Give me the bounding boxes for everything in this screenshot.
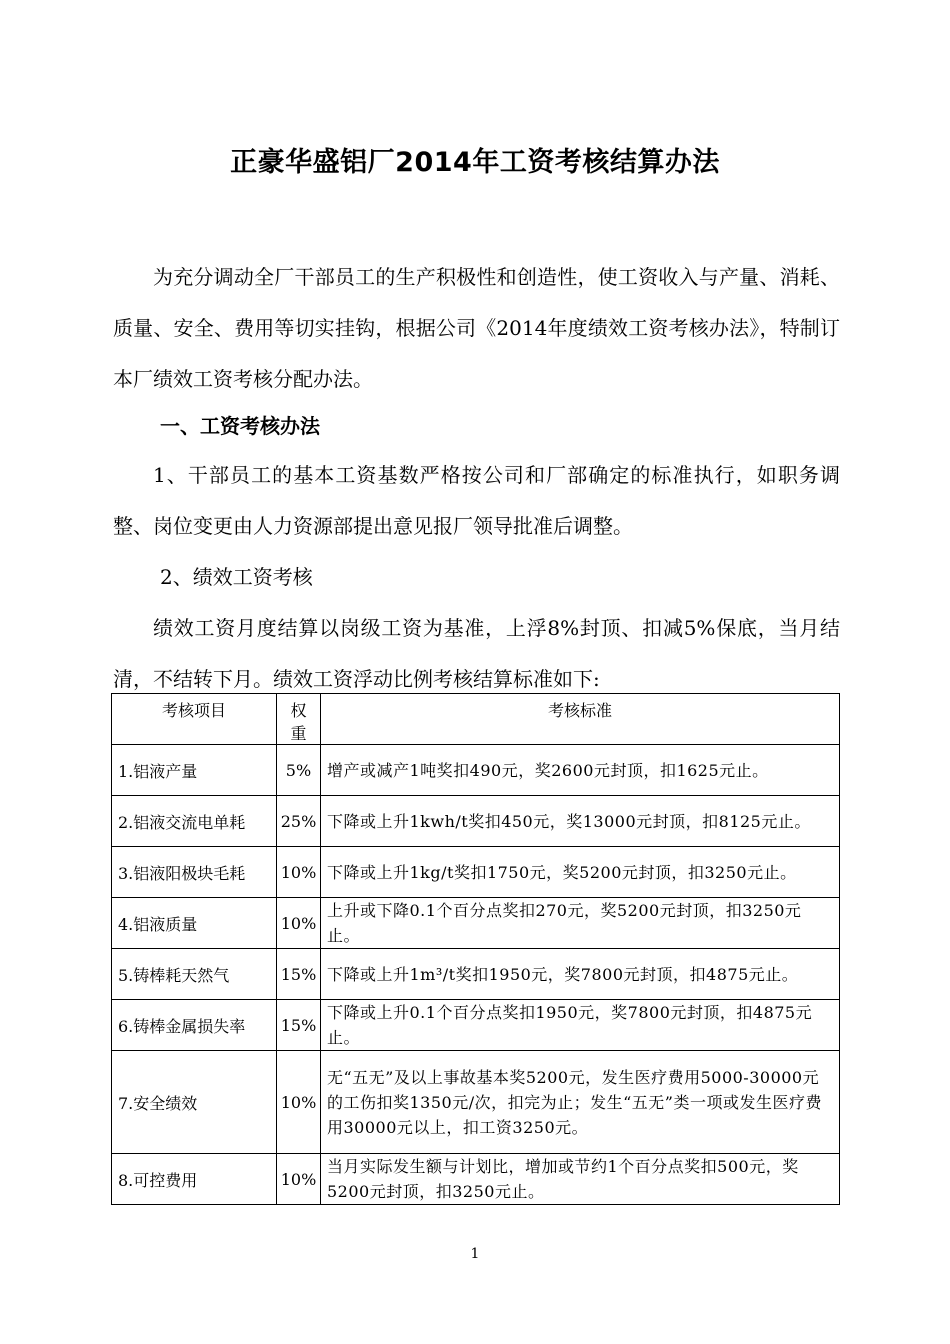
- item-2-paragraph: 绩效工资月度结算以岗级工资为基准，上浮8%封顶、扣减5%保底，当月结清，不结转下月。绩效工资浮动比例考核结算标准如下:: [113, 616, 840, 691]
- header-weight: 权重: [277, 694, 321, 745]
- table-row: [112, 745, 840, 796]
- row-standard: 无“五无”及以上事故基本奖5200元，发生医疗费用5000-30000元的工伤扣奖1350元/次，扣完为止；发生“五无”类一项或发生医疗费用30000元以上，扣工资3250元。: [321, 1051, 840, 1154]
- intro-paragraph: 为充分调动全厂干部员工的生产积极性和创造性，使工资收入与产量、消耗、质量、安全、费用等切实挂钩，根据公司《2014年度绩效工资考核办法》，特制订本厂绩效工资考核分配办法。: [113, 265, 840, 391]
- row-weight: 5%: [277, 745, 321, 796]
- assessment-standard-table: [111, 693, 840, 1205]
- row-item: 3.铝液阳极块毛耗: [112, 847, 277, 898]
- table-row: [112, 1051, 840, 1154]
- row-weight: 15%: [277, 949, 321, 1000]
- item-1-paragraph: 1、干部员工的基本工资基数严格按公司和厂部确定的标准执行，如职务调整、岗位变更由人力资源部提出意见报厂领导批准后调整。: [113, 463, 840, 538]
- document-title: 正豪华盛铝厂2014年工资考核结算办法: [230, 147, 720, 178]
- table-row: [112, 796, 840, 847]
- row-weight: 10%: [277, 1051, 321, 1154]
- item-2-heading: 2、绩效工资考核: [160, 565, 313, 589]
- row-standard: 下降或上升1kwh/t奖扣450元，奖13000元封顶，扣8125元止。: [321, 796, 840, 847]
- row-standard: 下降或上升1kg/t奖扣1750元，奖5200元封顶，扣3250元止。: [321, 847, 840, 898]
- row-weight: 15%: [277, 1000, 321, 1051]
- row-item: 8.可控费用: [112, 1154, 277, 1205]
- row-standard: 下降或上升1m³/t奖扣1950元，奖7800元封顶，扣4875元止。: [321, 949, 840, 1000]
- table-row: [112, 1154, 840, 1205]
- table-row: [112, 949, 840, 1000]
- row-item: 1.铝液产量: [112, 745, 277, 796]
- header-item: 考核项目: [112, 694, 277, 745]
- row-standard: 当月实际发生额与计划比，增加或节约1个百分点奖扣500元，奖5200元封顶，扣3250元止。: [321, 1154, 840, 1205]
- row-item: 7.安全绩效: [112, 1051, 277, 1154]
- row-weight: 25%: [277, 796, 321, 847]
- row-standard: 上升或下降0.1个百分点奖扣270元，奖5200元封顶，扣3250元止。: [321, 898, 840, 949]
- section-heading-1: 一、工资考核办法: [160, 414, 320, 438]
- row-item: 6.铸棒金属损失率: [112, 1000, 277, 1051]
- row-weight: 10%: [277, 898, 321, 949]
- page-number: 1: [470, 1246, 480, 1262]
- row-weight: 10%: [277, 1154, 321, 1205]
- header-standard: 考核标准: [321, 694, 840, 745]
- row-item: 2.铝液交流电单耗: [112, 796, 277, 847]
- table-header-row: [112, 694, 840, 745]
- row-standard: 增产或减产1吨奖扣490元，奖2600元封顶，扣1625元止。: [321, 745, 840, 796]
- row-item: 5.铸棒耗天然气: [112, 949, 277, 1000]
- row-standard: 下降或上升0.1个百分点奖扣1950元，奖7800元封顶，扣4875元止。: [321, 1000, 840, 1051]
- row-weight: 10%: [277, 847, 321, 898]
- row-item: 4.铝液质量: [112, 898, 277, 949]
- table-row: [112, 847, 840, 898]
- table-row: [112, 898, 840, 949]
- table-row: [112, 1000, 840, 1051]
